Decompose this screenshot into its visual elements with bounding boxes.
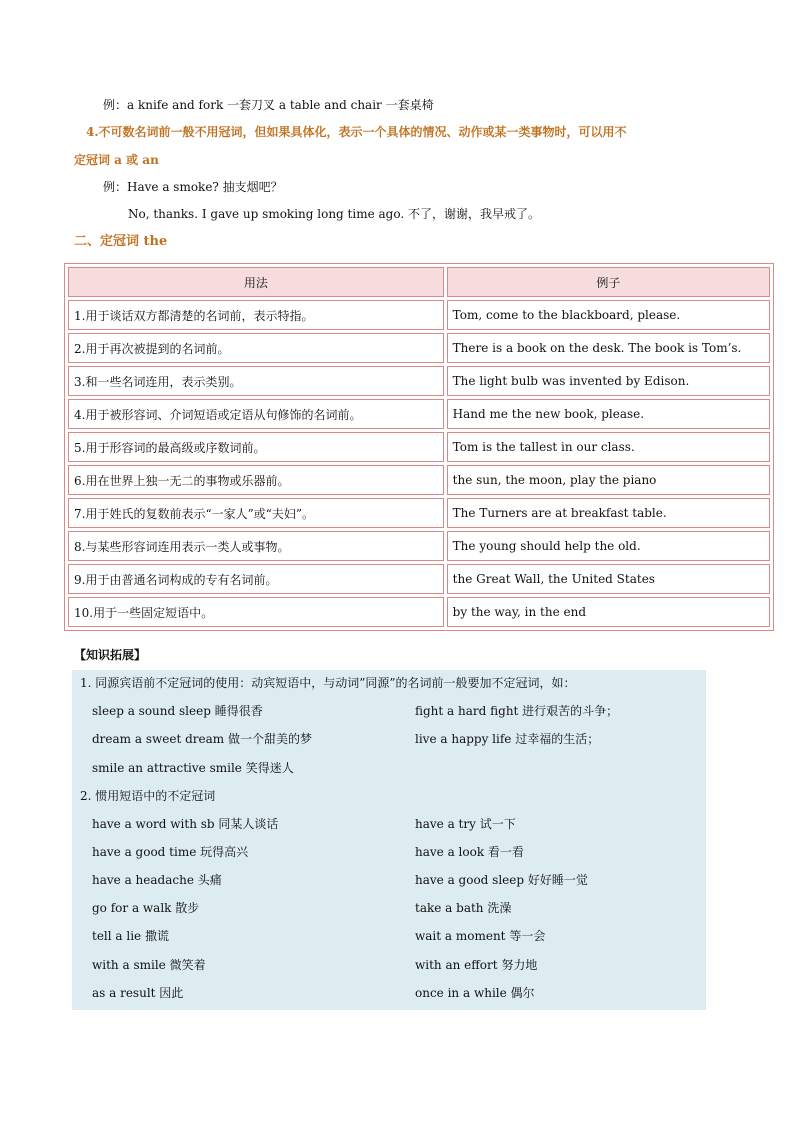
knowledge-extension-box [72, 670, 706, 1010]
table-row [68, 498, 770, 528]
point-2-heading: 2. 惯用短语中的不定冠词 [80, 789, 216, 803]
point-1-heading: 1. 同源宾语前不定冠词的使用：动宾短语中，与动词”同源”的名词前一般要加不定冠词，如： [80, 676, 576, 690]
table-row [68, 465, 770, 495]
usage-cell: 9.用于由普通名词构成的专有名词前。 [68, 564, 444, 594]
table-row [68, 300, 770, 330]
usage-cell: 6.用在世界上独一无二的事物或乐器前。 [68, 465, 444, 495]
phrase-left: sleep a sound sleep 睡得很香 [92, 704, 263, 718]
table-row [68, 366, 770, 396]
phrase-left: tell a lie 撒谎 [92, 929, 169, 943]
phrase-left: have a good time 玩得高兴 [92, 845, 249, 859]
table-header-row [68, 267, 770, 297]
usage-cell: 5.用于形容词的最高级或序数词前。 [68, 432, 444, 462]
table-row [68, 531, 770, 561]
usage-cell: 7.用于姓氏的复数前表示“一家人”或“夫妇”。 [68, 498, 444, 528]
usage-table [64, 263, 774, 631]
phrase-right: have a good sleep 好好睡一觉 [415, 873, 588, 887]
example-cell: the sun, the moon, play the piano [447, 465, 770, 495]
phrase-left: go for a walk 散步 [92, 901, 200, 915]
example-line-smoke: 例：Have a smoke? 抽支烟吧？ [103, 180, 283, 194]
example-cell: by the way, in the end [447, 597, 770, 627]
table-row [68, 597, 770, 627]
rule-4-line-1: 4.不可数名词前一般不用冠词，但如果具体化，表示一个具体的情况、动作或某一类事物时，可以用不 [86, 125, 627, 139]
example-cell: The light bulb was invented by Edison. [447, 366, 770, 396]
header-example: 例子 [447, 267, 770, 297]
example-line-no-thanks: No, thanks. I gave up smoking long time ago. 不了，谢谢，我早戒了。 [128, 207, 540, 221]
usage-cell: 1.用于谈话双方都清楚的名词前，表示特指。 [68, 300, 444, 330]
rule-4-line-2: 定冠词 a 或 an [74, 153, 159, 167]
phrase-right: fight a hard fight 进行艰苦的斗争； [415, 704, 619, 718]
phrase-left: dream a sweet dream 做一个甜美的梦 [92, 732, 312, 746]
header-usage: 用法 [68, 267, 444, 297]
usage-cell: 4.用于被形容词、介词短语或定语从句修饰的名词前。 [68, 399, 444, 429]
phrase-left: smile an attractive smile 笑得迷人 [92, 761, 294, 775]
phrase-left: with a smile 微笑着 [92, 958, 206, 972]
phrase-left: have a word with sb 同某人谈话 [92, 817, 279, 831]
knowledge-extension-title: 【知识拓展】 [74, 648, 147, 662]
phrase-right: with an effort 努力地 [415, 958, 538, 972]
example-cell: Tom, come to the blackboard, please. [447, 300, 770, 330]
example-cell: the Great Wall, the United States [447, 564, 770, 594]
phrase-right: wait a moment 等一会 [415, 929, 546, 943]
example-cell: There is a book on the desk. The book is Tom’s. [447, 333, 770, 363]
example-cell: Tom is the tallest in our class. [447, 432, 770, 462]
phrase-right: take a bath 洗澡 [415, 901, 512, 915]
example-line-knife-fork: 例：a knife and fork 一套刀叉 a table and chair 一套桌椅 [103, 98, 434, 112]
usage-cell: 8.与某些形容词连用表示一类人或事物。 [68, 531, 444, 561]
phrase-right: once in a while 偶尔 [415, 986, 535, 1000]
phrase-right: live a happy life 过幸福的生活； [415, 732, 600, 746]
section-title-definite-article: 二、定冠词 the [74, 234, 168, 249]
example-cell: Hand me the new book, please. [447, 399, 770, 429]
usage-cell: 10.用于一些固定短语中。 [68, 597, 444, 627]
table-row [68, 333, 770, 363]
example-cell: The Turners are at breakfast table. [447, 498, 770, 528]
usage-cell: 2.用于再次被提到的名词前。 [68, 333, 444, 363]
table-row [68, 399, 770, 429]
table-row [68, 564, 770, 594]
phrase-left: have a headache 头痛 [92, 873, 222, 887]
example-cell: The young should help the old. [447, 531, 770, 561]
usage-cell: 3.和一些名词连用，表示类别。 [68, 366, 444, 396]
table-row [68, 432, 770, 462]
phrase-right: have a look 看一看 [415, 845, 524, 859]
phrase-right: have a try 试一下 [415, 817, 516, 831]
phrase-left: as a result 因此 [92, 986, 184, 1000]
